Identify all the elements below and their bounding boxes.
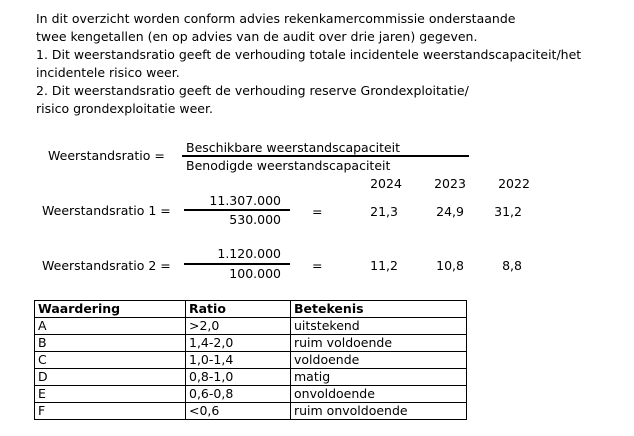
intro-line: incidentele risico weer. [36,65,180,80]
formula-fraction-bar [182,155,469,157]
ratio-2-equals: = [312,258,323,273]
cell-ratio: 1,4-2,0 [186,335,291,352]
year-header: 2024 [370,176,402,191]
cell-ratio: >2,0 [186,318,291,335]
cell-waardering: E [35,386,186,403]
formula-numerator: Beschikbare weerstandscapaciteit [186,140,401,155]
cell-ratio: 1,0-1,4 [186,352,291,369]
ratio-2-numerator: 1.120.000 [217,246,281,261]
year-header: 2022 [498,176,530,191]
intro-line: 2. Dit weerstandsratio geeft de verhouding reserve Grondexploitatie/ [36,83,469,98]
header-waardering: Waardering [35,301,186,318]
ratio-1-equals: = [312,204,323,219]
formula-label: Weerstandsratio = [48,148,165,163]
header-betekenis: Betekenis [291,301,467,318]
cell-betekenis: onvoldoende [291,386,467,403]
cell-waardering: A [35,318,186,335]
intro-line: twee kengetallen (en op advies van de audit over drie jaren) gegeven. [36,29,478,44]
ratio-1-fraction-bar [184,209,290,211]
ratio-1-value-2022: 31,2 [494,204,522,219]
intro-line: In dit overzicht worden conform advies rekenkamercommissie onderstaande [36,11,516,26]
ratio-2-value-2023: 10,8 [436,258,464,273]
table-row [35,335,467,352]
table-header-row [35,301,467,318]
cell-waardering: B [35,335,186,352]
cell-waardering: D [35,369,186,386]
table-row [35,386,467,403]
cell-betekenis: matig [291,369,467,386]
ratio-2-value-2022: 8,8 [502,258,522,273]
ratio-1-denominator: 530.000 [229,212,281,227]
table-row [35,352,467,369]
cell-betekenis: voldoende [291,352,467,369]
cell-waardering: F [35,403,186,420]
ratio-1-value-2023: 24,9 [436,204,464,219]
formula-denominator: Benodigde weerstandscapaciteit [186,158,391,173]
cell-ratio: <0,6 [186,403,291,420]
ratio-2-label: Weerstandsratio 2 = [42,258,171,273]
intro-line: 1. Dit weerstandsratio geeft de verhouding totale incidentele weerstandscapaciteit/het [36,47,582,62]
cell-ratio: 0,6-0,8 [186,386,291,403]
cell-waardering: C [35,352,186,369]
ratio-2-fraction-bar [184,263,290,265]
ratio-1-value-2024: 21,3 [370,204,398,219]
table-row [35,318,467,335]
year-header: 2023 [434,176,466,191]
cell-ratio: 0,8-1,0 [186,369,291,386]
cell-betekenis: uitstekend [291,318,467,335]
ratio-2-value-2024: 11,2 [370,258,398,273]
table-row [35,369,467,386]
cell-betekenis: ruim onvoldoende [291,403,467,420]
rating-table [34,300,467,420]
ratio-1-numerator: 11.307.000 [209,193,281,208]
ratio-2-denominator: 100.000 [229,266,281,281]
header-ratio: Ratio [186,301,291,318]
table-row [35,403,467,420]
intro-text [36,10,581,118]
intro-line: risico grondexploitatie weer. [36,101,213,116]
cell-betekenis: ruim voldoende [291,335,467,352]
ratio-1-label: Weerstandsratio 1 = [42,203,171,218]
